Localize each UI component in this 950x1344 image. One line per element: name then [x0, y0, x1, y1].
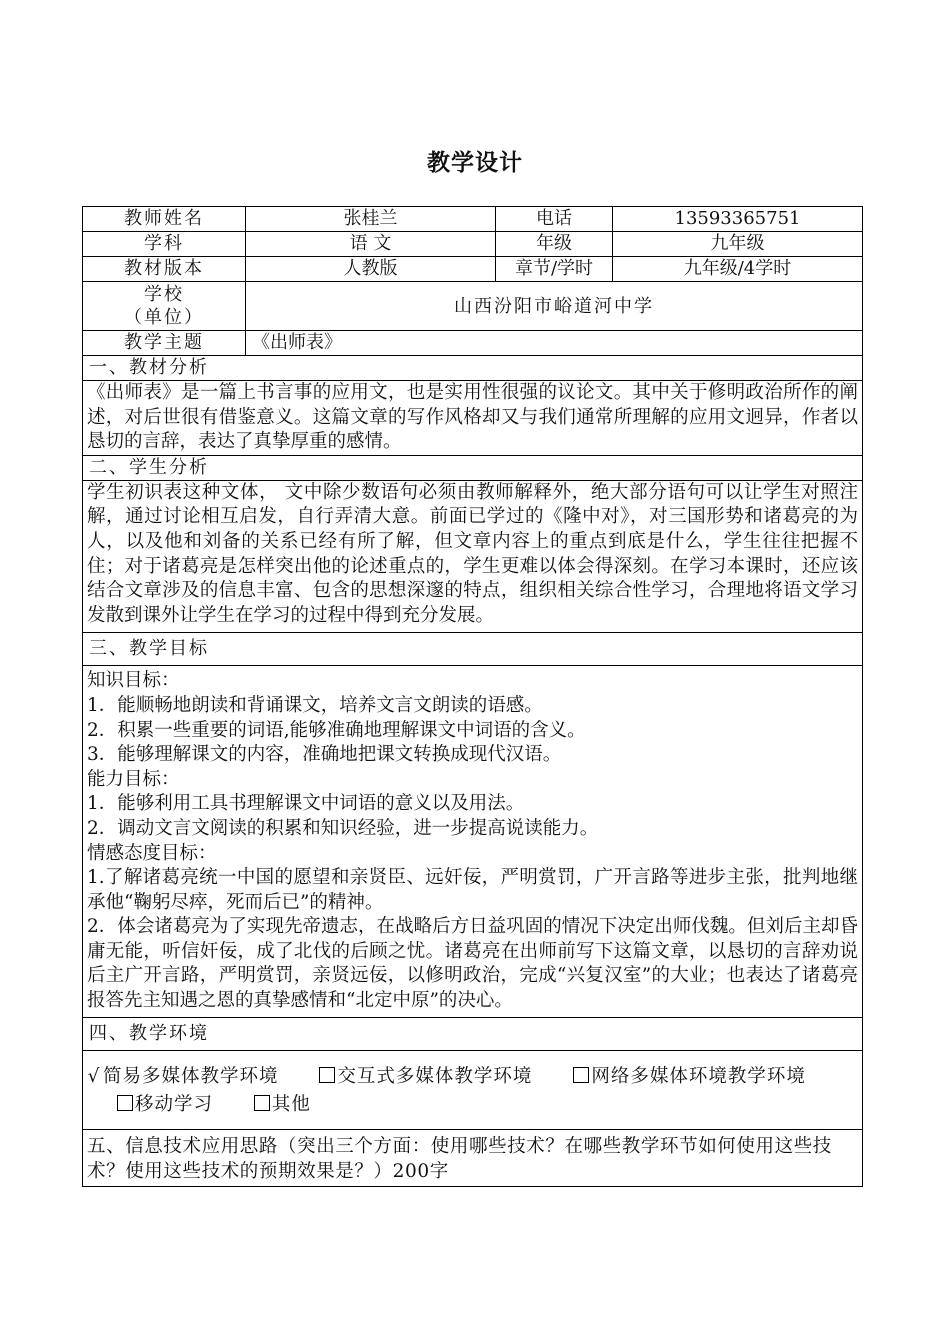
environment-heading: 四、教学环境: [83, 1017, 863, 1050]
objectives-heading: 三、教学目标: [83, 633, 863, 666]
knowledge-title: 知识目标：: [87, 670, 180, 692]
row-topic: [83, 331, 863, 356]
checkbox-icon: [254, 1095, 270, 1111]
ability-item-1: 1．能够利用工具书理解课文中词语的意义以及用法。: [87, 793, 525, 815]
teacher-label: 教师姓名: [83, 207, 246, 232]
topic-label: 教学主题: [83, 331, 246, 356]
emotion-item-2: 2．体会诸葛亮为了实现先帝遗志，在战略后方日益巩固的情况下决定出师伐魏。但刘后主却昏庸无能，听信奸佞，成了北伐的后顾之忧。诸葛亮在出师前写下这篇文章，以恳切的言辞劝说后主广开言路，严明赏罚，亲贤远佞，以修明政治，完成“兴复汉室”的大业；也表达了诸葛亮报答先主知遇之恩的真挚感情和“北定中原”的决心。: [87, 916, 858, 1012]
chapter-value: 九年级/4学时: [613, 257, 863, 282]
grade-label: 年级: [496, 232, 613, 257]
school-label: [83, 282, 246, 331]
checkmark-icon: √: [87, 1065, 101, 1087]
phone-label: 电话: [496, 207, 613, 232]
env-option-label: 交互式多媒体教学环境: [337, 1065, 533, 1087]
students-text: 学生初识表这种文体， 文中除少数语句必须由教师解释外，绝大部分语句可以让学生对照注解，通过讨论相互启发，自行弄清大意。前面已学过的《隆中对》，对三国形势和诸葛亮的为人，以及他和刘备的关系已经有所了解，但文章内容上的重点到底是什么，学生往往把握不住；对于诸葛亮是怎样突出他的论述重点的，学生更难以体会得深刻。在学习本课时，还应该结合文章涉及的信息丰富、包含的思想深邃的特点，组织相关综合性学习，合理地将语文学习发散到课外让学生在学习的过程中得到充分发展。: [83, 480, 863, 633]
checkbox-icon: [319, 1067, 335, 1083]
env-option-other[interactable]: [254, 1094, 311, 1115]
ability-title: 能力目标：: [87, 768, 180, 790]
row-subject: [83, 232, 863, 257]
env-option-label: 其他: [271, 1093, 311, 1115]
school-label-line2: （单位）: [124, 307, 204, 328]
chapter-label: 章节/学时: [496, 257, 613, 282]
env-option-network[interactable]: [573, 1066, 806, 1087]
checkbox-icon: [117, 1095, 133, 1111]
knowledge-item-3: 3．能够理解课文的内容，准确地把课文转换成现代汉语。: [87, 744, 562, 766]
phone-value: 13593365751: [613, 207, 863, 232]
env-option-mobile[interactable]: [117, 1094, 213, 1115]
teacher-value: 张桂兰: [246, 207, 496, 232]
edition-value: 人教版: [246, 257, 496, 282]
school-value: 山西汾阳市峪道河中学: [246, 282, 863, 331]
environment-options: [83, 1050, 863, 1129]
students-heading: 二、学生分析: [83, 455, 863, 480]
row-it-application: [83, 1129, 863, 1186]
row-students-text: [83, 480, 863, 633]
row-material-heading: [83, 356, 863, 381]
env-option-label: 简易多媒体教学环境: [103, 1065, 279, 1087]
row-school: [83, 282, 863, 331]
subject-label: 学科: [83, 232, 246, 257]
env-option-label: 网络多媒体环境教学环境: [591, 1065, 806, 1087]
page-title: 教学设计: [427, 150, 523, 176]
emotion-title: 情感态度目标：: [87, 842, 217, 864]
grade-value: 九年级: [613, 232, 863, 257]
ability-item-2: 2．调动文言文阅读的积累和知识经验，进一步提高说读能力。: [87, 817, 599, 839]
knowledge-item-1: 1．能顺畅地朗读和背诵课文，培养文言文朗读的语感。: [87, 694, 543, 716]
material-heading: 一、教材分析: [83, 356, 863, 381]
row-teacher: [83, 207, 863, 232]
teaching-design-table: [82, 206, 863, 1187]
checkbox-icon: [573, 1067, 589, 1083]
row-students-heading: [83, 455, 863, 480]
row-objectives-heading: [83, 633, 863, 666]
objectives-body: [83, 666, 863, 1017]
row-objectives-body: [83, 666, 863, 1017]
env-option-simple[interactable]: [87, 1066, 279, 1087]
it-application-text: 五、信息技术应用思路（突出三个方面：使用哪些技术？在哪些教学环节如何使用这些技术？使用这些技术的预期效果是？）200字: [83, 1129, 863, 1186]
row-edition: [83, 257, 863, 282]
knowledge-item-2: 2．积累一些重要的词语,能够准确地理解课文中词语的含义。: [87, 719, 586, 741]
env-option-label: 移动学习: [135, 1093, 214, 1115]
row-environment-heading: [83, 1017, 863, 1050]
material-text: 《出师表》是一篇上书言事的应用文，也是实用性很强的议论文。其中关于修明政治所作的阐述，对后世很有借鉴意义。这篇文章的写作风格却又与我们通常所理解的应用文迥异，作者以恳切的言辞，表达了真挚厚重的感情。: [83, 381, 863, 456]
topic-value: 《出师表》: [246, 331, 863, 356]
row-environment-options: [83, 1050, 863, 1129]
emotion-item-1: 1.了解诸葛亮统一中国的愿望和亲贤臣、远奸佞，严明赏罚，广开言路等进步主张，批判地继承他“鞠躬尽瘁，死而后已”的精神。: [87, 867, 858, 913]
row-material-text: [83, 381, 863, 456]
env-option-interactive[interactable]: [319, 1066, 532, 1087]
edition-label: 教材版本: [83, 257, 246, 282]
school-label-line1: 学校: [144, 284, 184, 305]
subject-value: 语 文: [246, 232, 496, 257]
